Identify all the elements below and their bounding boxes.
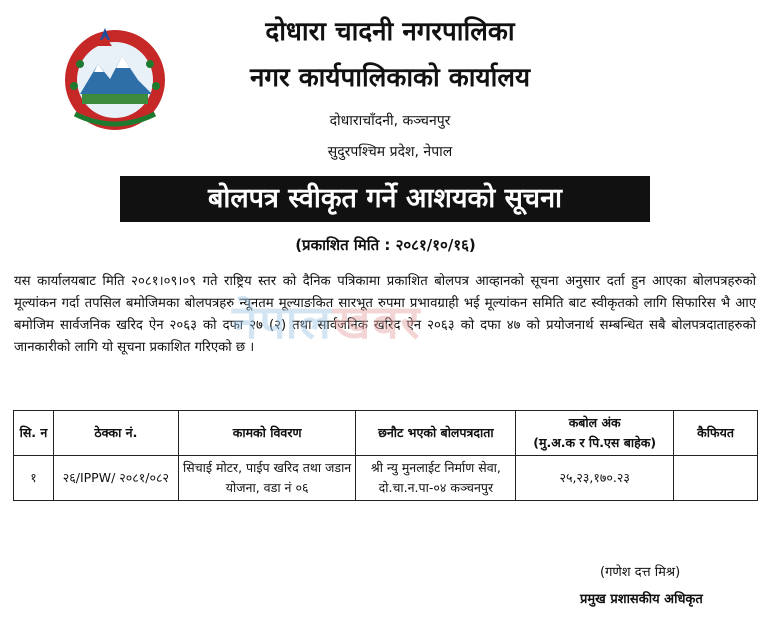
municipality-name: दोधारा चादनी नगरपालिका <box>265 17 515 47</box>
notice-body-text: यस कार्यालयबाट मिति २०८१।०९।०९ गते राष्ट्रिय स्तर को दैनिक पत्रिकामा प्रकाशित बोलपत्र आव्हानको सूचना अनुसार दर्ता हुन आएका बोलपत्रहरुको मूल्यांकन गर्दा तपसिल बमोजिमका बोलपत्रहरु न्यूनतम मूल्याङकित सारभूत रुपमा प्रभावग्राही भई मूल्यांकन समिति बाट स्वीकृतको लागि सिफारिस भै आए बमोजिम सार्वजनिक खरिद ऐन २०६३ को दफा २७ (२) तथा सार्वजनिक खरिद ऐन २०६३ को दफा ४७ को प्रयोजनार्थ सम्बन्धित सबै बोलपत्रदाताहरुको जानकारीको लागि यो सूचना प्रकाशित गरिएको छ । <box>14 274 756 355</box>
cell-sn: १ <box>14 456 54 501</box>
header-remarks: कैफियत <box>674 411 758 456</box>
office-name: नगर कार्यपालिकाको कार्यालय <box>249 63 531 93</box>
watermark-part1: नेपाल <box>232 295 333 349</box>
signatory-name: (गणेश दत्त मिश्र) <box>600 565 681 580</box>
cell-bidder: श्री न्यु मुनलाईट निर्माण सेवा, दो.चा.न.पा-०४ कञ्चनपुर <box>356 456 516 501</box>
notice-title-banner: बोलपत्र स्वीकृत गर्ने आशयको सूचना <box>120 176 650 222</box>
table-header-row <box>14 411 758 456</box>
signatory-designation: प्रमुख प्रशासकीय अधिकृत <box>580 592 703 607</box>
office-address: दोधाराचाँदनी, कञ्चनपुर <box>329 113 451 129</box>
bid-table <box>13 410 758 501</box>
header-amount-note: (मु.अ.क र पि.एस बाहेक) <box>533 435 657 450</box>
header-amount <box>516 411 674 456</box>
header-contract: ठेक्का नं. <box>53 411 178 456</box>
table-row <box>14 456 758 501</box>
government-emblem-icon <box>60 24 170 132</box>
cell-work: सिचाई मोटर, पाईप खरिद तथा जडान योजना, वडा नं ०६ <box>178 456 356 501</box>
watermark <box>232 290 421 352</box>
header-sn: सि. न <box>14 411 54 456</box>
header-amount-label: कबोल अंक <box>568 415 621 430</box>
watermark-part2: खबर <box>332 295 422 349</box>
cell-remarks <box>674 456 758 501</box>
cell-contract: २६/IPPW/ २०८१/०८२ <box>53 456 178 501</box>
cell-amount: २५,२३,१७०.२३ <box>516 456 674 501</box>
header-work: कामको विवरण <box>178 411 356 456</box>
published-date: (प्रकाशित मिति : २०८१/१०/१६) <box>295 236 476 254</box>
header-bidder: छनौट भएको बोलपत्रदाता <box>356 411 516 456</box>
office-province: सुदुरपश्चिम प्रदेश, नेपाल <box>327 144 453 160</box>
